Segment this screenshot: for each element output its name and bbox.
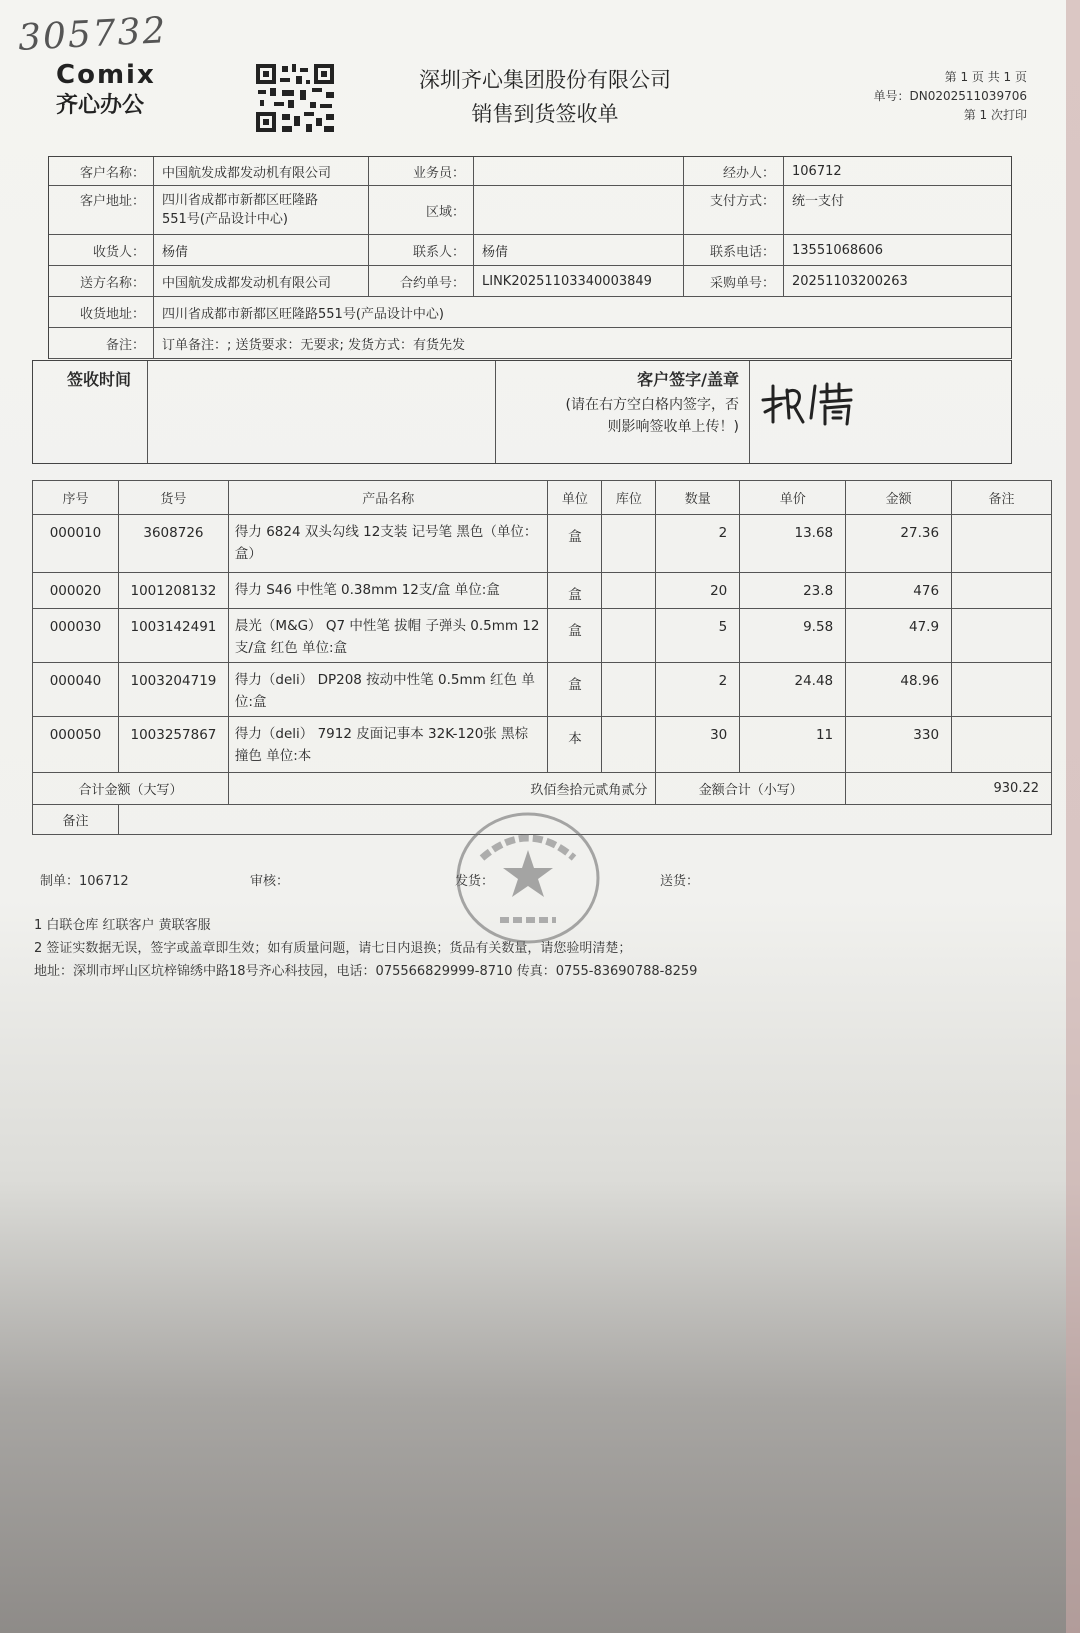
row-product-name: 得力 S46 中性笔 0.38mm 12支/盒 单位:盒 [228, 573, 548, 609]
items-table [32, 480, 1052, 835]
row-unit: 本 [548, 717, 602, 773]
row-sku: 1001208132 [118, 573, 228, 609]
col-header-unit: 单位 [548, 481, 602, 515]
address-value [154, 186, 369, 234]
col-header-name: 产品名称 [228, 481, 548, 515]
row-note [952, 515, 1052, 573]
customer-sign-label: 客户签字/盖章 [637, 370, 739, 389]
handwritten-number: 305732 [17, 10, 169, 59]
document-title [380, 64, 710, 128]
remark-label: 备注： [49, 328, 154, 358]
logo-cn: 齐心办公 [56, 93, 145, 118]
receiver-value: 杨倩 [154, 235, 369, 265]
total-upper-label: 合计金额（大写） [33, 773, 229, 805]
col-header-seq: 序号 [33, 481, 119, 515]
row-amount: 476 [846, 573, 952, 609]
address-line2: 551号(产品设计中心) [162, 212, 288, 227]
row-seq: 000040 [33, 663, 119, 717]
row-seq: 000020 [33, 573, 119, 609]
maker-label: 制单： [40, 874, 80, 889]
ship-to-label: 送方名称： [49, 266, 154, 296]
row-amount: 47.9 [846, 609, 952, 663]
col-header-note: 备注 [952, 481, 1052, 515]
row-seq: 000010 [33, 515, 119, 573]
customer-info-grid [48, 156, 1012, 359]
contact-value: 杨倩 [474, 235, 684, 265]
salesperson-value [474, 157, 684, 185]
row-unit: 盒 [548, 609, 602, 663]
total-lower-value: 930.22 [846, 773, 1052, 805]
row-sku: 3608726 [118, 515, 228, 573]
row-location [602, 609, 656, 663]
handler-label: 经办人： [684, 157, 784, 185]
row-product-name: 晨光（M&G） Q7 中性笔 拔帽 子弹头 0.5mm 12支/盒 红色 单位:盒 [228, 609, 548, 663]
review-label: 审核： [250, 874, 290, 889]
row-price: 9.58 [740, 609, 846, 663]
table-row [33, 717, 1052, 773]
payment-label: 支付方式： [684, 186, 784, 234]
row-price: 11 [740, 717, 846, 773]
row-unit: 盒 [548, 663, 602, 717]
col-header-location: 库位 [602, 481, 656, 515]
desk-edge [1066, 0, 1080, 1633]
row-amount: 330 [846, 717, 952, 773]
phone-value: 13551068606 [792, 242, 883, 258]
address-label: 客户地址： [49, 186, 154, 234]
signature-section [32, 360, 1012, 464]
total-upper-value: 玖佰叁拾元贰角贰分 [228, 773, 655, 805]
row-price: 13.68 [740, 515, 846, 573]
delivery-address-label: 收货地址： [49, 297, 154, 327]
row-qty: 2 [656, 663, 740, 717]
region-label: 区域： [369, 186, 474, 234]
remark-value: 订单备注：; 送货要求：无要求; 发货方式：有货先发 [162, 337, 466, 353]
total-row [33, 773, 1052, 805]
row-price: 23.8 [740, 573, 846, 609]
table-header-row [33, 481, 1052, 515]
salesperson-label: 业务员： [369, 157, 474, 185]
customer-sign-label-cell [495, 361, 750, 463]
delivery-address-value: 四川省成都市新都区旺隆路551号(产品设计中心) [162, 306, 444, 322]
row-product-name: 得力（deli） DP208 按动中性笔 0.5mm 红色 单位:盒 [228, 663, 548, 717]
contract-label: 合约单号： [369, 266, 474, 296]
customer-value: 中国航发成都发动机有限公司 [154, 157, 369, 185]
sign-time-label: 签收时间 [33, 361, 148, 463]
row-qty: 30 [656, 717, 740, 773]
table-row [33, 609, 1052, 663]
row-location [602, 663, 656, 717]
company-seal-stamp [452, 808, 604, 948]
table-remark-label: 备注 [33, 805, 119, 835]
po-value: 20251103200263 [792, 273, 908, 289]
row-note [952, 663, 1052, 717]
ship-to-value: 中国航发成都发动机有限公司 [154, 266, 369, 296]
qr-code-icon [254, 62, 336, 134]
row-unit: 盒 [548, 573, 602, 609]
print-count: 第 1 次打印 [963, 108, 1027, 122]
row-location [602, 515, 656, 573]
col-header-amount: 金额 [846, 481, 952, 515]
row-product-name: 得力 6824 双头勾线 12支装 记号笔 黑色（单位：盒） [228, 515, 548, 573]
row-location [602, 573, 656, 609]
row-note [952, 573, 1052, 609]
row-sku: 1003142491 [118, 609, 228, 663]
company-name: 深圳齐心集团股份有限公司 [419, 68, 671, 92]
note-address: 地址：深圳市坪山区坑梓锦绣中路18号齐心科技园，电话：075566829999-8710 传真：0755-83690788-8259 [34, 964, 698, 979]
note-terms: 2 签证实数据无误，签字或盖章即生效；如有质量问题，请七日内退换；货品有关数量，请您验明清楚； [34, 941, 632, 956]
row-qty: 5 [656, 609, 740, 663]
row-location [602, 717, 656, 773]
handwritten-signature [755, 378, 865, 430]
customer-sign-note2: 则影响签收单上传！) [607, 419, 739, 435]
region-value [474, 186, 684, 234]
row-note [952, 609, 1052, 663]
customer-sign-note1: (请在右方空白格内签字，否 [565, 397, 739, 413]
row-note [952, 717, 1052, 773]
page-info: 第 1 页 共 1 页 [944, 70, 1027, 84]
row-seq: 000050 [33, 717, 119, 773]
deliver-label: 送货： [660, 874, 700, 889]
sign-time-field [148, 361, 496, 463]
contact-label: 联系人： [369, 235, 474, 265]
table-row [33, 573, 1052, 609]
col-header-price: 单价 [740, 481, 846, 515]
row-seq: 000030 [33, 609, 119, 663]
row-amount: 48.96 [846, 663, 952, 717]
row-unit: 盒 [548, 515, 602, 573]
handler-value: 106712 [792, 163, 842, 179]
contract-value: LINK20251103340003849 [474, 266, 684, 296]
maker [40, 870, 129, 889]
table-row [33, 663, 1052, 717]
po-label: 采购单号： [684, 266, 784, 296]
table-row [33, 515, 1052, 573]
row-qty: 2 [656, 515, 740, 573]
row-sku: 1003204719 [118, 663, 228, 717]
comix-logo [56, 60, 156, 119]
order-number: 单号：DN0202511039706 [873, 89, 1027, 103]
row-price: 24.48 [740, 663, 846, 717]
logo-en: Comix [56, 60, 156, 90]
row-sku: 1003257867 [118, 717, 228, 773]
customer-label: 客户名称： [49, 157, 154, 185]
row-amount: 27.36 [846, 515, 952, 573]
phone-label: 联系电话： [684, 235, 784, 265]
note-copies: 1 白联仓库 红联客户 黄联客服 [34, 918, 211, 933]
row-qty: 20 [656, 573, 740, 609]
total-lower-label: 金额合计（小写） [656, 773, 846, 805]
document-meta [832, 68, 1027, 125]
receiver-label: 收货人： [49, 235, 154, 265]
maker-value: 106712 [79, 874, 129, 889]
address-line1: 四川省成都市新都区旺隆路 [162, 193, 319, 208]
ship-label: 发货： [455, 874, 495, 889]
col-header-qty: 数量 [656, 481, 740, 515]
col-header-sku: 货号 [118, 481, 228, 515]
row-product-name: 得力（deli） 7912 皮面记事本 32K-120张 黑棕撞色 单位:本 [228, 717, 548, 773]
payment-value: 统一支付 [792, 194, 845, 209]
document-type: 销售到货签收单 [471, 102, 619, 126]
